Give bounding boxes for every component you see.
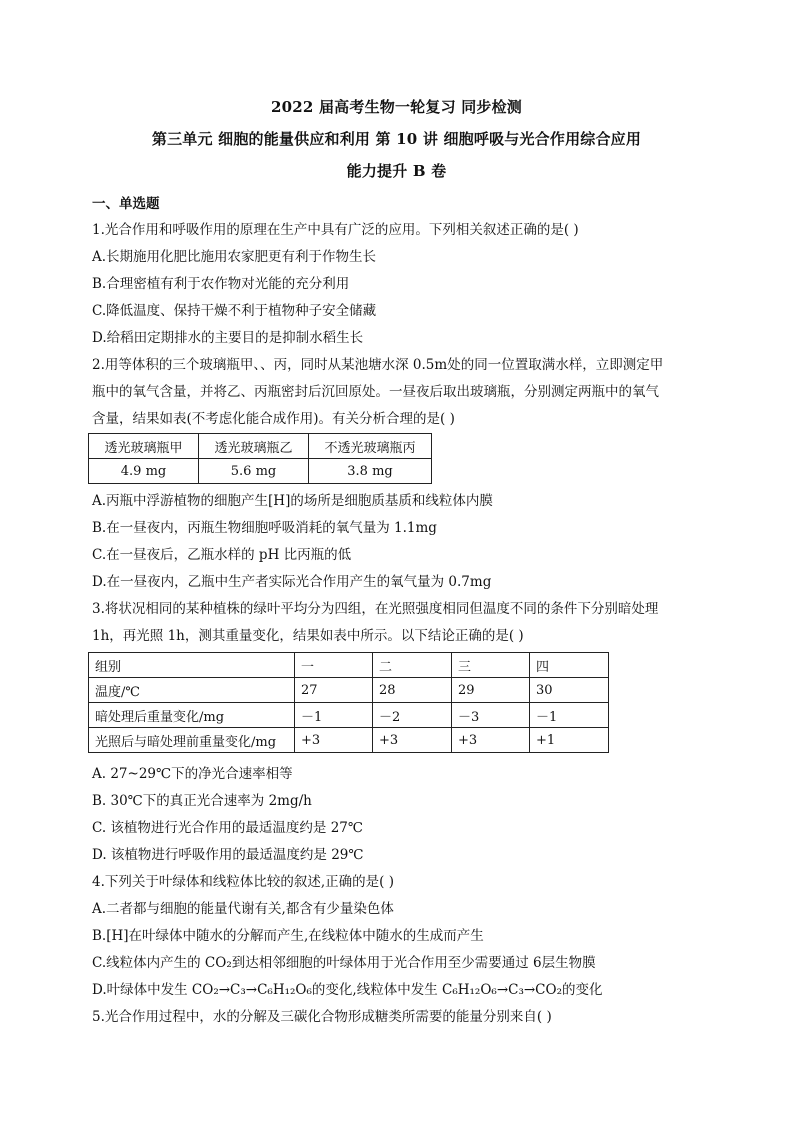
q1-option-a: A.长期施用化肥比施用农家肥更有利于作物生长: [92, 249, 377, 265]
q5-stem: 5.光合作用过程中，水的分解及三碳化合物形成糖类所需要的能量分别来自( ): [92, 1009, 552, 1025]
q3-table: [88, 652, 609, 753]
table-cell: +3: [295, 728, 373, 753]
table-cell: 四: [530, 653, 609, 678]
table-cell: －1: [530, 703, 609, 728]
table-header-cell: 透光玻璃瓶甲: [89, 434, 199, 459]
table-cell: +1: [530, 728, 609, 753]
table-cell: 3.8 mg: [309, 459, 432, 484]
table-cell: －3: [452, 703, 530, 728]
doc-title: 2022 届高考生物一轮复习 同步检测: [271, 98, 522, 116]
q2-stem-line-3: 含量，结果如表(不考虑化能合成作用)。有关分析合理的是( ): [92, 411, 455, 427]
q1-option-c: C.降低温度、保持干燥不利于植物种子安全储藏: [92, 303, 377, 319]
table-row: [89, 434, 432, 459]
doc-level-title: 能力提升 B 卷: [346, 162, 447, 180]
q4-option-b: B.[H]在叶绿体中随水的分解而产生,在线粒体中随水的生成而产生: [92, 928, 484, 944]
table-cell: +3: [452, 728, 530, 753]
table-cell: 5.6 mg: [199, 459, 309, 484]
q2-option-c: C.在一昼夜后，乙瓶水样的 pH 比丙瓶的低: [92, 547, 352, 563]
q4-option-c: C.线粒体内产生的 CO₂到达相邻细胞的叶绿体用于光合作用至少需要通过 6层生物膜: [92, 955, 596, 971]
q2-option-a: A.丙瓶中浮游植物的细胞产生[H]的场所是细胞质基质和线粒体内膜: [92, 493, 493, 509]
q3-stem-line-2: 1h，再光照 1h，测其重量变化，结果如表中所示。以下结论正确的是( ): [92, 628, 524, 644]
table-row: [89, 728, 609, 753]
doc-subtitle: 第三单元 细胞的能量供应和利用 第 10 讲 细胞呼吸与光合作用综合应用: [151, 130, 642, 148]
q3-option-d: D. 该植物进行呼吸作用的最适温度约是 29℃: [92, 847, 364, 863]
q3-option-c: C. 该植物进行光合作用的最适温度约是 27℃: [92, 820, 364, 836]
table-header-cell: 透光玻璃瓶乙: [199, 434, 309, 459]
table-cell: －2: [373, 703, 452, 728]
table-row: [89, 459, 432, 484]
q2-table: [88, 433, 432, 484]
q2-stem-line-2: 瓶中的氧气含量，并将乙、丙瓶密封后沉回原处。一昼夜后取出玻璃瓶，分别测定两瓶中的氧气: [92, 384, 659, 400]
table-row: [89, 703, 609, 728]
q4-stem: 4.下列关于叶绿体和线粒体比较的叙述,正确的是( ): [92, 874, 394, 890]
q1-option-b: B.合理密植有利于农作物对光能的充分利用: [92, 276, 350, 292]
q3-stem-line-1: 3.将状况相同的某种植株的绿叶平均分为四组，在光照强度相同但温度不同的条件下分别暗处理: [92, 601, 659, 617]
table-cell: 二: [373, 653, 452, 678]
table-cell: 三: [452, 653, 530, 678]
table-cell: 27: [295, 678, 373, 703]
table-row: [89, 653, 609, 678]
q3-option-b: B. 30℃下的真正光合速率为 2mg/h: [92, 793, 312, 809]
section-heading: 一、单选题: [92, 196, 160, 212]
table-cell: 暗处理后重量变化/mg: [89, 703, 295, 728]
table-cell: 30: [530, 678, 609, 703]
table-cell: 组别: [89, 653, 295, 678]
q4-option-a: A.二者都与细胞的能量代谢有关,都含有少量染色体: [92, 901, 394, 917]
q3-option-a: A. 27~29℃下的净光合速率相等: [92, 766, 293, 782]
table-cell: 温度/℃: [89, 678, 295, 703]
table-cell: 光照后与暗处理前重量变化/mg: [89, 728, 295, 753]
q1-option-d: D.给稻田定期排水的主要目的是抑制水稻生长: [92, 330, 364, 346]
table-row: [89, 678, 609, 703]
q1-stem: 1.光合作用和呼吸作用的原理在生产中具有广泛的应用。下列相关叙述正确的是( ): [92, 222, 579, 238]
q2-option-d: D.在一昼夜内，乙瓶中生产者实际光合作用产生的氧气量为 0.7mg: [92, 574, 492, 590]
table-cell: 29: [452, 678, 530, 703]
q2-option-b: B.在一昼夜内，丙瓶生物细胞呼吸消耗的氧气量为 1.1mg: [92, 520, 437, 536]
table-cell: +3: [373, 728, 452, 753]
q4-option-d: D.叶绿体中发生 CO₂→C₃→C₆H₁₂O₆的变化,线粒体中发生 C₆H₁₂O₆→C₃→CO₂的变化: [92, 982, 603, 998]
table-cell: －1: [295, 703, 373, 728]
table-cell: 4.9 mg: [89, 459, 199, 484]
table-header-cell: 不透光玻璃瓶丙: [309, 434, 432, 459]
table-cell: 一: [295, 653, 373, 678]
q2-stem-line-1: 2.用等体积的三个玻璃瓶甲、、丙，同时从某池塘水深 0.5m处的同一位置取满水样，立即测定甲: [92, 357, 664, 373]
table-cell: 28: [373, 678, 452, 703]
